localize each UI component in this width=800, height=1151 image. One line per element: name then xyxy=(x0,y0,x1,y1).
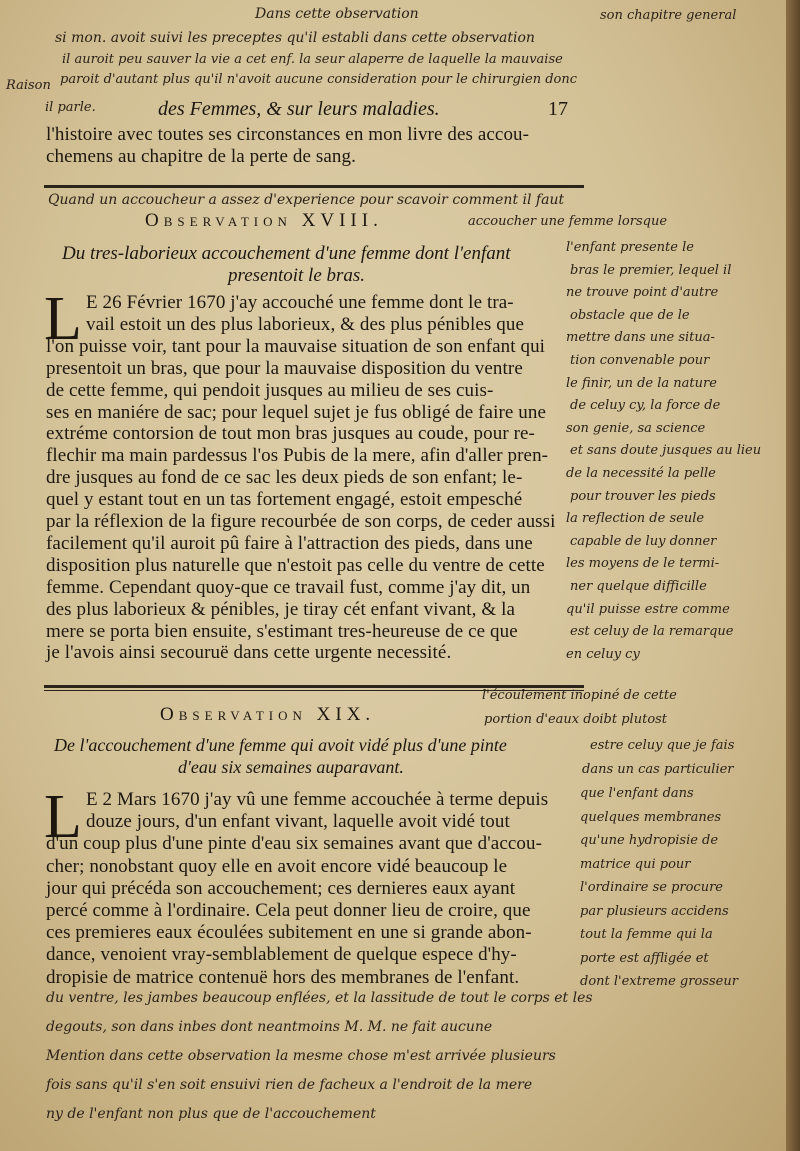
obs19-margin-note: porte est affligée et xyxy=(580,950,709,966)
obs18-margin-note: obstacle que de le xyxy=(570,307,690,323)
obs18-margin-note: tion convenable pour xyxy=(570,353,710,368)
obs19-drop-cap: L xyxy=(44,783,82,851)
binding-edge xyxy=(786,0,800,1151)
obs18-margin-note: ner quelque difficille xyxy=(570,579,707,594)
obs18-line: femme. Cependant quoy-que ce travail fust, comme j'ay dit, un xyxy=(46,576,531,598)
annotation-top-4-left: Raison xyxy=(6,78,51,93)
obs19-bottom-annotation: ny de l'enfant non plus que de l'accouchement xyxy=(46,1106,376,1122)
obs18-margin-note: en celuy cy xyxy=(566,646,640,662)
obs19-line: dance, venoient vray-semblablement de quelque espece d'hy- xyxy=(46,944,517,966)
annotation-top-4: paroit d'autant plus qu'il n'avoit aucune consideration pour le chirurgien donc xyxy=(60,72,578,87)
obs18-line: de cette femme, qui pendoit jusques au milieu de ses cuis- xyxy=(46,379,494,401)
obs18-line: E 26 Février 1670 j'ay accouché une femme dont le tra- xyxy=(86,292,514,313)
obs19-bottom-annotation: fois sans qu'il s'en soit ensuivi rien de facheux a l'endroit de la mere xyxy=(46,1077,533,1093)
obs19-line: E 2 Mars 1670 j'ay vû une femme accouchée à terme depuis xyxy=(86,789,549,810)
obs19-heading: Observation XIX. xyxy=(160,704,376,725)
intro-line-1: l'histoire avec toutes ses circonstances en mon livre des accou- xyxy=(46,124,530,145)
obs18-margin-note: le finir, un de la nature xyxy=(566,375,717,391)
obs18-line: facilement qu'il auroit pû faire à l'attraction des pieds, dans une xyxy=(46,532,533,554)
obs18-margin-note: de celuy cy, la force de xyxy=(570,398,721,414)
obs18-margin-note: mettre dans une situa- xyxy=(566,330,715,346)
obs18-margin-note: ne trouve point d'autre xyxy=(566,285,719,301)
obs19-margin-note: par plusieurs accidens xyxy=(580,903,729,919)
obs18-margin-note: capable de luy donner xyxy=(570,533,717,549)
obs18-line: flechir ma main pardessus l'os Pubis de la mere, afin d'aller pren- xyxy=(46,445,549,467)
obs19-margin-note: matrice qui pour xyxy=(580,856,691,872)
annotation-top-1-right: son chapitre general xyxy=(600,8,737,23)
obs19-margin-note: quelques membranes xyxy=(580,809,722,825)
obs19-line: ces premieres eaux écoulées subitement en une si grande abon- xyxy=(46,922,532,944)
obs19-margin-note: que l'enfant dans xyxy=(580,786,694,801)
obs19-annotation-3: estre celuy que je fais xyxy=(590,738,735,753)
obs19-margin-note: dont l'extreme grosseur xyxy=(580,974,738,989)
obs18-line: presentoit un bras, que pour la mauvaise disposition du ventre xyxy=(46,357,523,379)
obs19-bottom-annotation: du ventre, les jambes beaucoup enflées, et la lassitude de tout le corps et les xyxy=(46,990,593,1006)
obs18-line: dre jusques au fond de ce sac les deux pieds de son enfant; le- xyxy=(46,467,523,489)
obs18-margin-note: la reflection de seule xyxy=(566,511,705,527)
obs18-margin-note: de la necessité la pelle xyxy=(566,466,716,481)
obs19-line: cher; nonobstant quoy elle en avoit encore vidé beaucoup le xyxy=(46,855,508,877)
annotation-top-2: si mon. avoit suivi les preceptes qu'il establi dans cette observation xyxy=(55,30,535,46)
obs18-line: extréme contorsion de tout mon bras jusques au coude, pour re- xyxy=(46,423,535,445)
obs18-margin-note: les moyens de le termi- xyxy=(566,556,720,572)
obs18-line: par la réflexion de la figure recourbée de son corps, de ceder aussi xyxy=(46,511,556,532)
obs18-line: des plus laborieux & pénibles, je tiray cét enfant vivant, & la xyxy=(46,598,516,620)
obs18-margin-note: l'enfant presente le xyxy=(566,240,694,255)
obs19-line: jour qui précéda son accouchement; ces dernieres eaux ayant xyxy=(46,877,516,899)
obs19-margin-note: l'ordinaire se procure xyxy=(580,880,723,895)
obs18-margin-note: et sans doute jusques au lieu xyxy=(570,443,762,459)
obs18-line: mere se porta bien ensuite, s'estimant tres-heureuse de ce que xyxy=(46,620,518,642)
obs19-line: dropisie de matrice contenuë hors des membranes de l'enfant. xyxy=(46,966,520,988)
annotation-top-3: il auroit peu sauver la vie a cet enf. la seur alaperre de laquelle la mauvaise xyxy=(62,52,563,67)
obs18-annotation-above: Quand un accoucheur a assez d'experience pour scavoir comment il faut xyxy=(48,192,565,208)
obs18-line: ses en maniére de sac; pour lequel sujet je fus obligé de faire une xyxy=(46,401,546,423)
obs18-line: vail estoit un des plus laborieux, & des plus pénibles que xyxy=(86,313,524,335)
obs18-line: je l'avois ainsi secouruë dans cette urgente necessité. xyxy=(46,642,452,664)
obs18-subtitle-2: presentoit le bras. xyxy=(228,265,366,286)
obs19-annotation-2: portion d'eaux doibt plutost xyxy=(484,712,668,727)
obs18-subtitle-1: Du tres-laborieux accouchement d'une femme dont l'enfant xyxy=(62,243,511,264)
page-number: 17 xyxy=(548,98,568,120)
obs18-drop-cap: L xyxy=(44,285,82,353)
obs18-line: disposition plus naturelle que n'estoit pas celle du ventre de cette xyxy=(46,554,545,576)
intro-line-2: chemens au chapitre de la perte de sang. xyxy=(46,146,356,167)
obs19-margin-note: qu'une hydropisie de xyxy=(580,833,719,848)
obs18-margin-note: est celuy de la remarque xyxy=(570,624,734,640)
obs19-line: percé comme à l'ordinaire. Cela peut donner lieu de croire, que xyxy=(46,900,531,921)
obs19-bottom-annotation: degouts, son dans inbes dont neantmoins M. M. ne fait aucune xyxy=(46,1019,493,1035)
obs18-margin-note: bras le premier, lequel il xyxy=(570,262,732,278)
obs18-heading: Observation XVIII. xyxy=(145,210,383,231)
obs18-margin-note: son genie, sa science xyxy=(566,420,706,436)
annotation-top-5: il parle. xyxy=(45,100,96,115)
obs19-line: d'un coup plus d'une pinte d'eau six semaines avant que d'accou- xyxy=(46,833,543,855)
obs19-subtitle-2: d'eau six semaines auparavant. xyxy=(178,757,404,777)
obs19-line: douze jours, d'un enfant vivant, laquelle avoit vidé tout xyxy=(86,811,510,833)
obs19-annotation-4: dans un cas particulier xyxy=(582,762,734,777)
obs19-bottom-annotation: Mention dans cette observation la mesme chose m'est arrivée plusieurs xyxy=(46,1048,556,1064)
obs18-margin-note: pour trouver les pieds xyxy=(570,488,716,504)
obs18-line: l'on puisse voir, tant pour la mauvaise situation de son enfant qui xyxy=(46,335,546,357)
obs18-line: quel y estant tout en un tas fortement engagé, estoit empesché xyxy=(46,489,523,511)
obs19-annotation-1: l'écoulement inopiné de cette xyxy=(482,688,677,703)
obs18-annotation-heading: accoucher une femme lorsque xyxy=(468,214,668,229)
obs19-subtitle-1: De l'accouchement d'une femme qui avoit vidé plus d'une pinte xyxy=(54,735,507,755)
running-title: des Femmes, & sur leurs maladies. xyxy=(158,98,440,120)
obs19-margin-note: tout la femme qui la xyxy=(580,927,713,942)
obs18-margin-note: qu'il puisse estre comme xyxy=(566,601,730,617)
annotation-top-1: Dans cette observation xyxy=(255,6,419,22)
section-rule-18 xyxy=(44,185,584,188)
